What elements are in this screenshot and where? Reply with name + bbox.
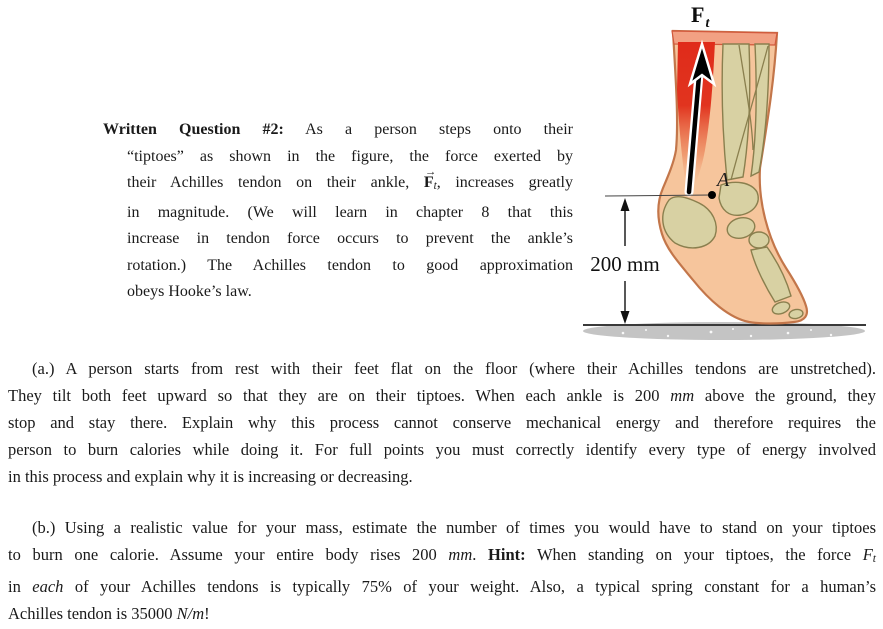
paragraph-b xyxy=(8,514,876,627)
text-line xyxy=(8,382,876,409)
dimension-arrow-down xyxy=(621,311,630,324)
text-segment: t xyxy=(872,553,877,566)
text-segment: Written Question #2: xyxy=(103,121,284,138)
text-line xyxy=(8,436,876,463)
point-a-label: A xyxy=(717,169,730,191)
text-segment: As a person steps onto their xyxy=(283,121,574,138)
question-block xyxy=(103,117,573,306)
text-segment: rotation.) The Achilles tendon to good approximation xyxy=(127,256,573,274)
text-line xyxy=(103,117,573,144)
text-segment: in magnitude. (We will learn in chapter 8 that this xyxy=(127,203,573,221)
text-segment: mm xyxy=(670,386,695,405)
text-segment: in this process and explain why it is increasing or decreasing. xyxy=(8,467,413,486)
text-segment: Hint: xyxy=(488,545,526,564)
figure-foot-tiptoe xyxy=(583,0,883,345)
force-label xyxy=(691,2,710,31)
text-line xyxy=(103,279,573,306)
text-segment: Achilles tendon is 35000 xyxy=(8,604,177,624)
text-line xyxy=(8,541,876,573)
text-segment: person to burn calories while doing it. For full points you must correctly identify every type of energy involved xyxy=(8,440,876,459)
dimension-label: 200 mm xyxy=(590,252,660,276)
text-line xyxy=(103,170,573,200)
text-segment: (a.) A person starts from rest with their feet flat on the floor (where their Achilles tendons are unstretched). xyxy=(32,359,876,378)
text-segment: their Achilles tendon on their ankle, xyxy=(127,174,424,191)
text-segment: each xyxy=(32,577,64,597)
force-label-main: F xyxy=(691,2,705,27)
text-segment: t xyxy=(433,180,437,193)
text-line xyxy=(8,355,876,382)
paragraph-a xyxy=(8,355,876,490)
text-segment: “tiptoes” as shown in the figure, the force exerted by xyxy=(127,147,573,165)
text-segment: above the ground, they xyxy=(694,386,876,405)
text-segment: of your Achilles tendons is typically 75% of your weight. Also, a typical spring constant for a human’s xyxy=(63,577,876,597)
text-line xyxy=(103,200,573,227)
text-segment: When standing on your tiptoes, the force xyxy=(525,545,863,564)
force-label-sub: t xyxy=(705,16,710,31)
text-segment: → F xyxy=(424,170,434,197)
text-segment: in xyxy=(8,577,33,597)
text-segment: . xyxy=(472,545,489,564)
text-line xyxy=(8,573,876,600)
text-line xyxy=(103,144,573,171)
text-segment: F xyxy=(862,545,873,564)
text-line xyxy=(103,253,573,280)
text-segment: They tilt both feet upward so that they are on their tiptoes. When each ankle is 200 xyxy=(8,386,671,405)
text-segment: mm xyxy=(448,545,473,564)
text-segment: stop and stay there. Explain why this process cannot conserve mechanical energy and therefore requires the xyxy=(8,413,876,432)
text-segment: N/m xyxy=(176,604,205,624)
text-line xyxy=(8,463,876,490)
text-segment: to burn one calorie. Assume your entire body rises 200 xyxy=(8,545,449,564)
text-line xyxy=(8,514,876,541)
text-line xyxy=(8,600,876,627)
tarsal-bone-2 xyxy=(749,232,769,248)
text-segment: , increases greatly xyxy=(436,174,573,191)
text-line xyxy=(103,226,573,253)
text-segment: increase in tendon force occurs to prevent the ankle’s xyxy=(127,230,573,248)
text-segment: ! xyxy=(204,604,210,624)
text-segment: obeys Hooke’s law. xyxy=(127,283,252,301)
text-line xyxy=(8,409,876,436)
point-a-dot xyxy=(708,191,716,199)
text-segment: (b.) Using a realistic value for your mass, estimate the number of times you would have to stand on your tiptoes xyxy=(32,518,876,537)
foot-anatomy-illustration xyxy=(583,0,883,345)
